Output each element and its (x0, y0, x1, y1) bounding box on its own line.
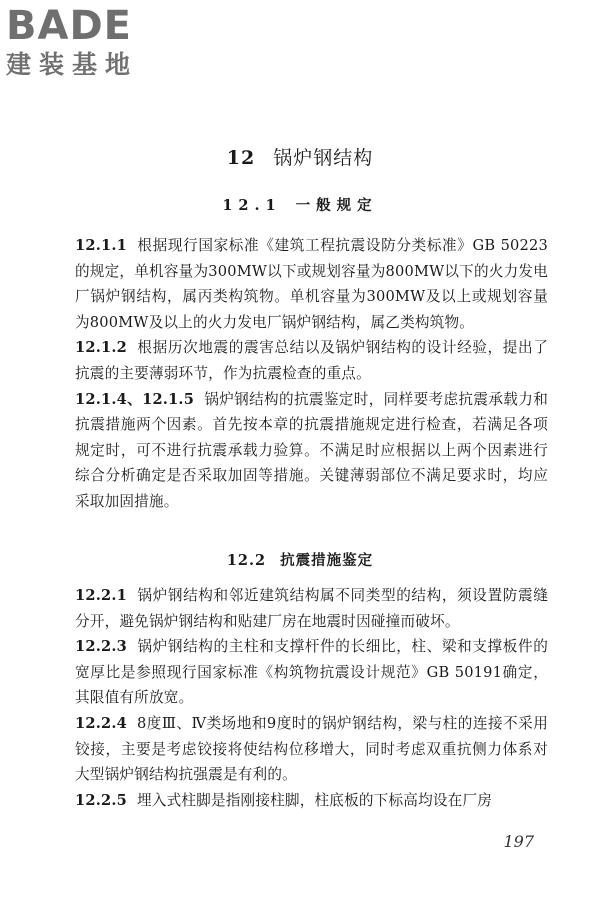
section-title: 抗震措施鉴定 (280, 552, 374, 569)
clause-text: 根据历次地震的震害总结以及锅炉钢结构的设计经验，提出了抗震的主要薄弱环节，作为抗震检查的重点。 (75, 339, 548, 382)
clause-number: 12.1.4、12.1.5 (75, 390, 195, 408)
clause-number: 12.2.1 (75, 587, 127, 604)
section-number: 12.2 (226, 552, 267, 569)
clause-number: 12.1.2 (75, 339, 127, 357)
clause-number: 12.2.4 (75, 714, 127, 732)
clause-number: 12.2.3 (75, 638, 127, 656)
clause-text: 根据现行国家标准《建筑工程抗震设防分类标准》GB 50223的规定，单机容量为300MW以下或规划容量为800MW以下的火力发电厂锅炉钢结构，属丙类构筑物。单机容量为300MW及以上或规划容量为800MW及以上的火力发电厂锅炉钢结构，属乙类构筑物。 (75, 237, 548, 331)
clause-text: 埋入式柱脚是指刚接柱脚，柱底板的下标高均设在厂房 (136, 791, 493, 809)
section-body (75, 233, 548, 515)
clause-paragraph (75, 335, 548, 386)
clause-text: 锅炉钢结构和邻近建筑结构属不同类型的结构，须设置防震缝分开，避免锅炉钢结构和贴建厂房在地震时因碰撞而破坏。 (75, 587, 548, 630)
chapter-title (0, 146, 600, 170)
logo-subtitle: 建装基地 (6, 50, 139, 79)
chapter-title-text: 锅炉钢结构 (273, 147, 374, 169)
logo (6, 4, 174, 80)
clause-text: 8度Ⅲ、Ⅳ类场地和9度时的锅炉钢结构，梁与柱的连接不采用铰接，主要是考虑铰接将使结构位移增大，同时考虑双重抗侧力体系对大型锅炉钢结构抗强震是有利的。 (75, 714, 548, 784)
section-title: 一般规定 (295, 197, 378, 214)
section-body (75, 583, 548, 813)
clause-paragraph (75, 583, 548, 634)
clause-number: 12.2.5 (75, 791, 127, 809)
clause-number: 12.1.1 (75, 237, 127, 254)
clause-paragraph (75, 387, 548, 515)
clause-paragraph (75, 711, 548, 788)
clause-text: 锅炉钢结构的主柱和支撑杆件的长细比，柱、梁和支撑板件的宽厚比是参照现行国家标准《构筑物抗震设计规范》GB 50191确定，其限值有所放宽。 (75, 638, 548, 707)
clause-paragraph (75, 634, 548, 711)
clause-text: 锅炉钢结构的抗震鉴定时，同样要考虑抗震承载力和抗震措施两个因素。首先按本章的抗震措施规定进行检查，若满足各项规定时，可不进行抗震承载力验算。不满足时应根据以上两个因素进行综合分析确定是否采取加固等措施。关键薄弱部位不满足要求时，均应采取加固措施。 (75, 390, 548, 510)
clause-paragraph (75, 788, 548, 814)
logo-brand: BADE (6, 3, 132, 49)
section-number: 12.1 (222, 197, 282, 214)
page-number: 197 (503, 832, 534, 851)
section-heading (0, 551, 600, 571)
section-heading (0, 196, 600, 216)
clause-paragraph (75, 233, 548, 335)
chapter-number: 12 (226, 147, 256, 169)
